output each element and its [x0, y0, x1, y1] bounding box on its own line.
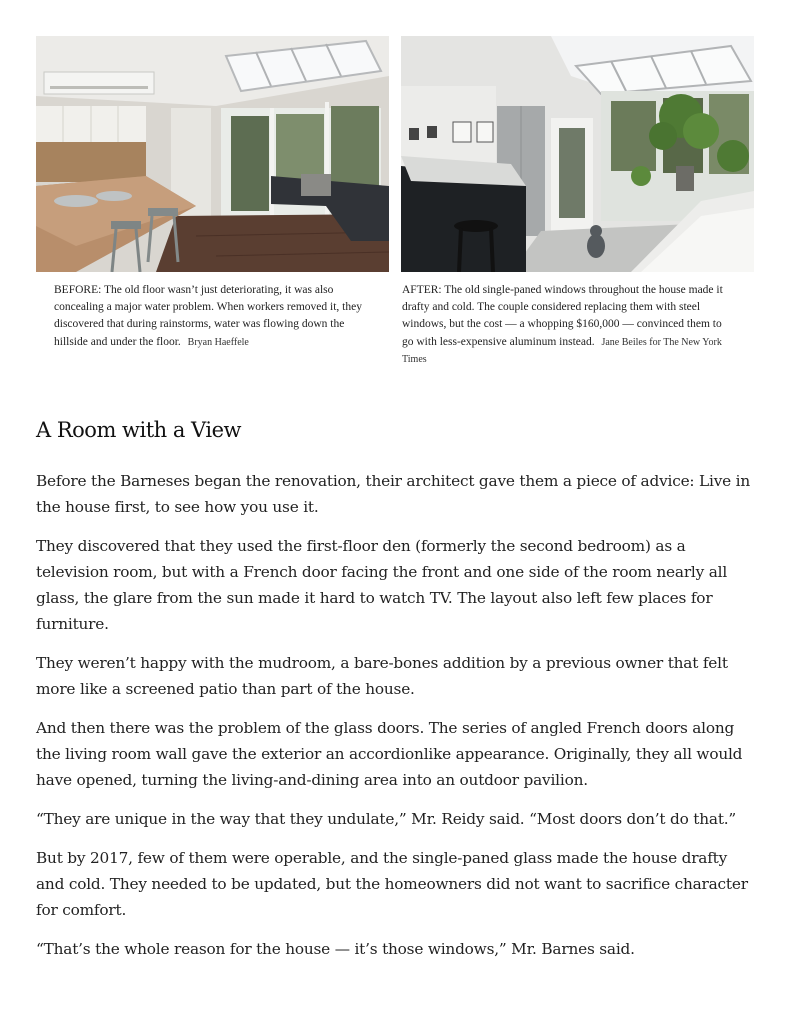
after-photo[interactable]: [401, 36, 754, 272]
paragraph-4: And then there was the problem of the glass doors. The series of angled French doors along the living room wall gave the exterior an accordionlike appearance. Originally, they all would have opened, turning the living-and-dining area into an outdoor pavilion.: [36, 719, 743, 789]
section-heading: A Room with a View: [36, 418, 241, 442]
photo-pair: [36, 36, 754, 272]
paragraph-5: “They are unique in the way that they undulate,” Mr. Reidy said. “Most doors don’t do that.”: [36, 810, 737, 828]
paragraph-3: They weren’t happy with the mudroom, a bare-bones addition by a previous owner that felt more like a screened patio than part of the house.: [36, 654, 728, 698]
paragraph-7: “That’s the whole reason for the house — it’s those windows,” Mr. Barnes said.: [36, 940, 635, 958]
before-photo-credit: Bryan Haeffele: [187, 336, 249, 348]
before-caption: [54, 282, 364, 351]
after-kitchen-image: [401, 36, 754, 272]
after-caption: [402, 282, 732, 368]
after-caption-text: AFTER: The old single-paned windows throughout the house made it drafty and cold. The couple considered replacing them with steel windows, but the cost — a whopping $160,000 — convinced them to go with less-expensive aluminum instead.: [402, 284, 723, 348]
paragraph-2: They discovered that they used the first-floor den (formerly the second bedroom) as a television room, but with a French door facing the front and one side of the room nearly all glass, the glare from the sun made it hard to watch TV. The layout also left few places for furniture.: [36, 537, 728, 633]
before-photo[interactable]: [36, 36, 389, 272]
after-photo-credit: Jane Beiles for The New York Times: [402, 336, 722, 365]
paragraph-1: Before the Barneses began the renovation, their architect gave them a piece of advice: Live in the house first, to see how you use it.: [36, 472, 750, 516]
article-body: [36, 468, 754, 975]
before-kitchen-image: [36, 36, 389, 272]
paragraph-6: But by 2017, few of them were operable, and the single-paned glass made the house drafty and cold. They needed to be updated, but the homeowners did not want to sacrifice character for comfort.: [36, 849, 748, 919]
before-caption-text: BEFORE: The old floor wasn’t just deteriorating, it was also concealing a major water problem. When workers removed it, they discovered that during rainstorms, water was flowing down the hillside and under the floor.: [54, 284, 362, 348]
